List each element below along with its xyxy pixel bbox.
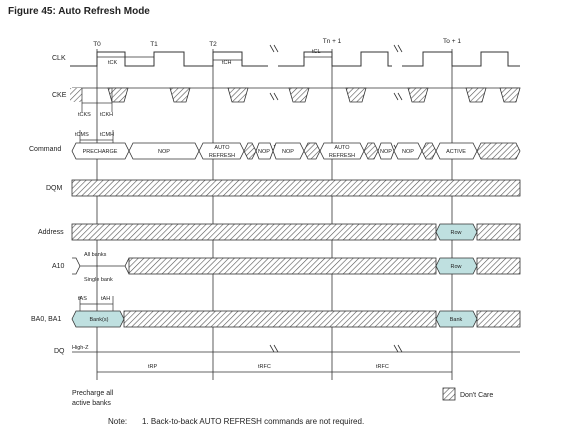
param-tas: tAS bbox=[78, 296, 87, 302]
reference-lines bbox=[97, 49, 452, 380]
param-trfc-2: tRFC bbox=[376, 364, 389, 370]
param-tck: tCK bbox=[108, 60, 118, 66]
signal-command: Command bbox=[29, 146, 62, 153]
cmd-precharge: PRECHARGE bbox=[82, 149, 118, 155]
clock-label-t1: T1 bbox=[150, 41, 158, 48]
signal-clk: CLK bbox=[52, 55, 66, 62]
a10-single-bank: Single bank bbox=[84, 277, 113, 283]
note-text: 1. Back-to-back AUTO REFRESH commands are not required. bbox=[142, 417, 365, 426]
dont-care-swatch bbox=[443, 388, 455, 400]
a10-row: Row bbox=[450, 264, 462, 270]
dqm-bus bbox=[72, 180, 520, 196]
cmd-auto-refresh-2-line2: REFRESH bbox=[328, 153, 356, 159]
signal-cke: CKE bbox=[52, 92, 67, 99]
signal-dq: DQ bbox=[54, 348, 65, 355]
a10-all-banks: All banks bbox=[84, 252, 107, 258]
param-tah: tAH bbox=[101, 296, 111, 302]
clock-label-to1: To + 1 bbox=[443, 38, 461, 45]
precharge-note-line2: active banks bbox=[72, 400, 111, 407]
cmd-nop-1: NOP bbox=[158, 149, 170, 155]
clock-label-tn1: Tn + 1 bbox=[322, 38, 342, 45]
cmd-nop-3: NOP bbox=[282, 149, 294, 155]
param-tcmh: tCMH bbox=[100, 132, 115, 138]
address-row: Row bbox=[450, 230, 462, 236]
cke-waveform bbox=[70, 88, 520, 102]
ba-bank: Bank bbox=[449, 317, 463, 323]
clock-label-t0: T0 bbox=[93, 41, 101, 48]
param-tcl: tCL bbox=[312, 49, 321, 55]
note-label: Note: bbox=[108, 417, 128, 426]
cmd-auto-refresh-1-line1: AUTO bbox=[214, 145, 230, 151]
clk-waveform bbox=[70, 52, 520, 66]
signal-ba: BA0, BA1 bbox=[31, 316, 62, 323]
dq-highz: High-Z bbox=[72, 345, 89, 351]
figure-title: Figure 45: Auto Refresh Mode bbox=[8, 6, 150, 17]
precharge-note-line1: Precharge all bbox=[72, 390, 114, 397]
clock-label-t2: T2 bbox=[209, 41, 217, 48]
cmd-auto-refresh-2-line1: AUTO bbox=[334, 145, 350, 151]
signal-address: Address bbox=[38, 229, 64, 236]
param-tch: tCH bbox=[222, 60, 232, 66]
cmd-nop-2: NOP bbox=[258, 149, 270, 155]
legend-dont-care: Don't Care bbox=[460, 392, 494, 399]
cmd-active: ACTIVE bbox=[446, 149, 466, 155]
ba-banks: Bank(s) bbox=[89, 317, 109, 323]
param-trfc-1: tRFC bbox=[258, 364, 271, 370]
cmd-nop-5: NOP bbox=[402, 149, 414, 155]
param-tckh: tCKH bbox=[100, 112, 114, 118]
param-trp: tRP bbox=[148, 364, 158, 370]
cmd-nop-4: NOP bbox=[380, 149, 392, 155]
cmd-auto-refresh-1-line2: REFRESH bbox=[208, 153, 236, 159]
param-tcks: tCKS bbox=[78, 112, 91, 118]
param-tcms: tCMS bbox=[75, 132, 89, 138]
signal-dqm: DQM bbox=[46, 185, 63, 192]
signal-a10: A10 bbox=[52, 263, 65, 270]
